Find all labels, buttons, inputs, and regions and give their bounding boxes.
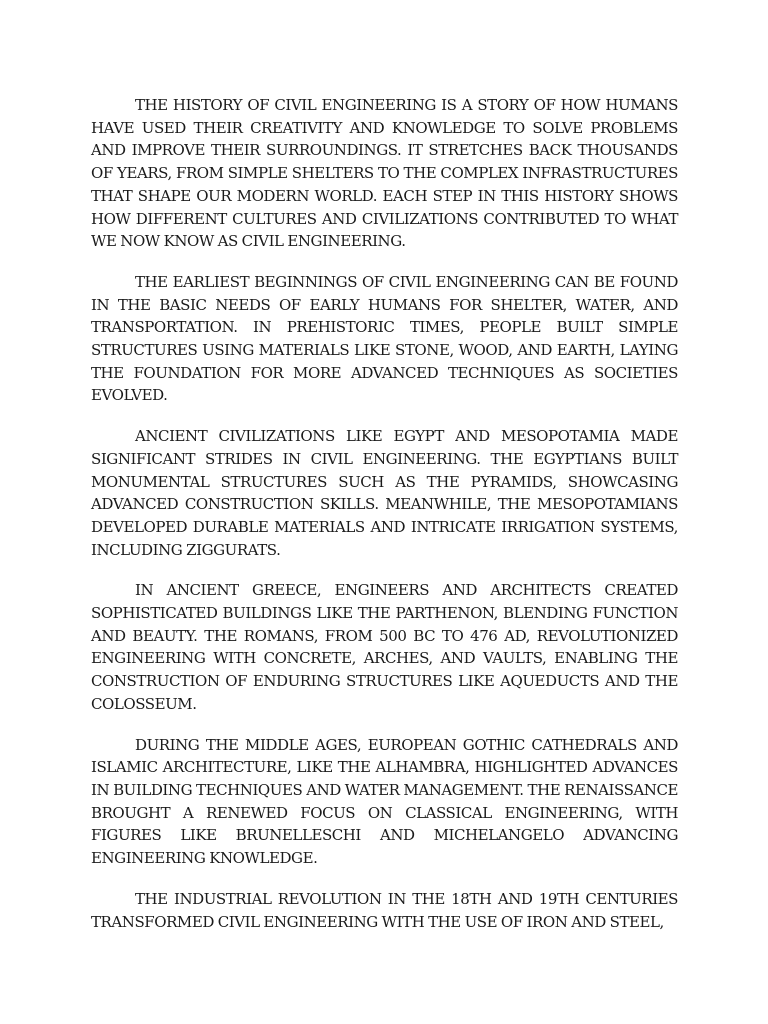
paragraph-history-intro: THE HISTORY OF CIVIL ENGINEERING IS A STORY OF HOW HUMANS HAVE USED THEIR CREATIVITY AND KNOWLEDGE TO SOLVE PROBLEMS AND IMPROVE THEIR SURROUNDINGS. IT STRETCHES BACK THOUSANDS OF YEARS, FROM SIMPLE SHELTERS TO THE COMPLEX INFRASTRUCTURES THAT SHAPE OUR MODERN WORLD. EACH STEP IN THIS HISTORY SHOWS HOW DIFFERENT CULTURES AND CIVILIZATIONS CONTRIBUTED TO WHAT WE NOW KNOW AS CIVIL ENGINEERING.: [91, 96, 678, 251]
paragraph-ancient-civilizations: ANCIENT CIVILIZATIONS LIKE EGYPT AND MESOPOTAMIA MADE SIGNIFICANT STRIDES IN CIVIL ENGINEERING. THE EGYPTIANS BUILT MONUMENTAL STRUCTURES SUCH AS THE PYRAMIDS, SHOWCASING ADVANCED CONSTRUCTION SKILLS. MEANWHILE, THE MESOPOTAMIANS DEVELOPED DURABLE MATERIALS AND INTRICATE IRRIGATION SYSTEMS, INCLUDING ZIGGURATS.: [91, 427, 678, 559]
paragraph-greece-rome: IN ANCIENT GREECE, ENGINEERS AND ARCHITECTS CREATED SOPHISTICATED BUILDINGS LIKE THE PARTHENON, BLENDING FUNCTION AND BEAUTY. THE ROMANS, FROM 500 BC TO 476 AD, REVOLUTIONIZED ENGINEERING WITH CONCRETE, ARCHES, AND VAULTS, ENABLING THE CONSTRUCTION OF ENDURING STRUCTURES LIKE AQUEDUCTS AND THE COLOSSEUM.: [91, 581, 678, 713]
paragraph-middle-ages: DURING THE MIDDLE AGES, EUROPEAN GOTHIC CATHEDRALS AND ISLAMIC ARCHITECTURE, LIKE THE ALHAMBRA, HIGHLIGHTED ADVANCES IN BUILDING TECHNIQUES AND WATER MANAGEMENT. THE RENAISSANCE BROUGHT A RENEWED FOCUS ON CLASSICAL ENGINEERING, WITH FIGURES LIKE BRUNELLESCHI AND MICHELANGELO ADVANCING ENGINEERING KNOWLEDGE.: [91, 735, 678, 868]
paragraph-industrial-revolution: THE INDUSTRIAL REVOLUTION IN THE 18TH AND 19TH CENTURIES TRANSFORMED CIVIL ENGINEERING WITH THE USE OF IRON AND STEEL,: [91, 889, 678, 931]
paragraph-earliest-beginnings: THE EARLIEST BEGINNINGS OF CIVIL ENGINEERING CAN BE FOUND IN THE BASIC NEEDS OF EARLY HUMANS FOR SHELTER, WATER, AND TRANSPORTATION. IN PREHISTORIC TIMES, PEOPLE BUILT SIMPLE STRUCTURES USING MATERIALS LIKE STONE, WOOD, AND EARTH, LAYING THE FOUNDATION FOR MORE ADVANCED TECHNIQUES AS SOCIETIES EVOLVED.: [91, 272, 678, 405]
document-body: [91, 94, 678, 951]
